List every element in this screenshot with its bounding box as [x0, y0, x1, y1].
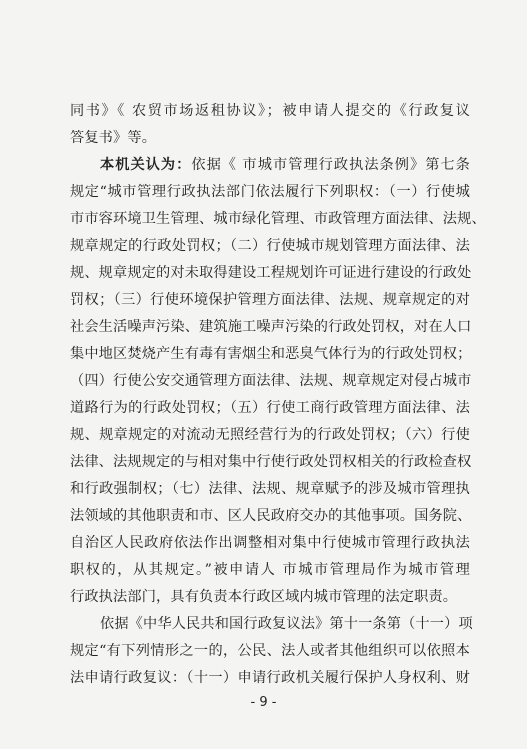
body-line-16: 法领域的其他职责和市、区人民政府交办的其他事项。国务院、 — [70, 508, 472, 524]
body-line-8: 罚权；（三）行使环境保护管理方面法律、法规、规章规定的对 — [70, 292, 470, 308]
body-line-20: 依据《中华人民共和国行政复议法》第十一条第（十一）项 — [100, 616, 473, 632]
body-line-4: 规定“城市管理行政执法部门依法履行下列职权：（一）行使城 — [70, 184, 470, 200]
body-line-12: 道路行为的行政处罚权；（五）行使工商行政管理方面法律、法 — [70, 400, 470, 416]
body-line-6: 规章规定的行政处罚权；（二）行使城市规划管理方面法律、法 — [70, 238, 470, 254]
body-line-13: 规、规章规定的对流动无照经营行为的行政处罚权；（六）行使 — [70, 427, 470, 443]
body-line-17: 自治区人民政府依法作出调整相对集中行使城市管理行政执法 — [70, 535, 470, 551]
body-line-21: 规定“有下列情形之一的，公民、法人或者其他组织可以依照本 — [70, 643, 470, 659]
body-line-19: 行政执法部门，具有负责本行政区域内城市管理的法定职责。 — [70, 589, 458, 605]
body-line-14: 法律、法规规定的与相对集中行使行政处罚权相关的行政检查权 — [70, 454, 472, 470]
body-line-9: 社会生活噪声污染、建筑施工噪声污染的行政处罚权，对在人口 — [70, 319, 472, 335]
body-line-3 — [100, 156, 470, 174]
body-line-11: （四）行使公安交通管理方面法律、法规、规章规定对侵占城市 — [70, 373, 472, 389]
body-line-1: 同书》《 农贸市场返租协议》；被申请人提交的《行政复议 — [70, 103, 470, 119]
bold-lead: 本机关认为： — [100, 157, 192, 173]
page-number: - 9 - — [250, 695, 277, 710]
body-line-22: 法申请行政复议：（十一）申请行政机关履行保护人身权利、财 — [70, 670, 470, 686]
body-line-10: 集中地区焚烧产生有毒有害烟尘和恶臭气体行为的行政处罚权； — [70, 346, 472, 362]
body-line-2: 答复书》等。 — [70, 130, 157, 146]
body-line-18: 职权的，从其规定。”被申请人 市城市管理局作为城市管理 — [70, 562, 470, 578]
body-line-3-text: 依据《 市城市管理行政执法条例》第七条 — [191, 157, 470, 173]
body-line-7: 规、规章规定的对未取得建设工程规划许可证进行建设的行政处 — [70, 265, 472, 281]
body-line-5: 市市容环境卫生管理、城市绿化管理、市政管理方面法律、法规、 — [70, 211, 486, 227]
body-line-15: 和行政强制权；（七）法律、法规、规章赋予的涉及城市管理执 — [70, 481, 470, 497]
